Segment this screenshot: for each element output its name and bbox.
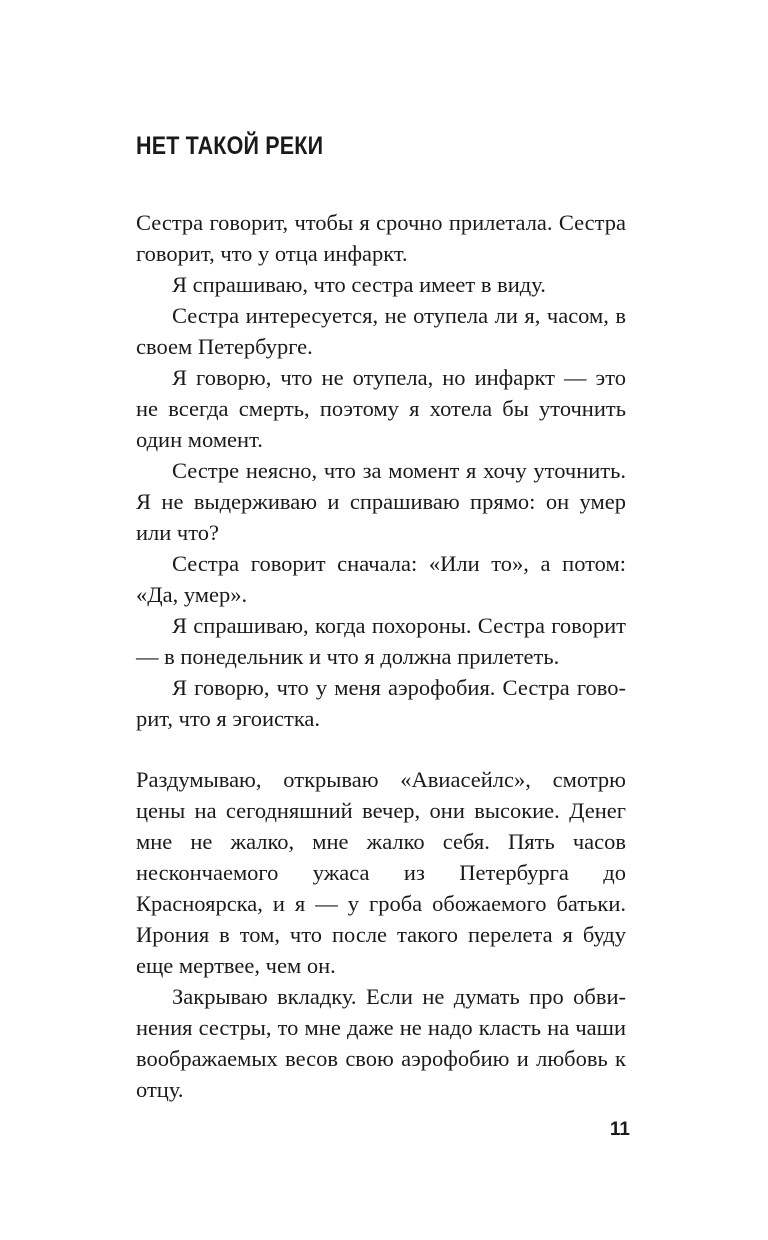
page-number: 11 xyxy=(609,1119,630,1140)
paragraph: Я говорю, что не отупела, но инфаркт — это не всегда смерть, поэтому я хотела бы уточнить один момент. xyxy=(136,365,626,452)
paragraph: Закрываю вкладку. Если не думать про обвинения сестры, то мне даже не надо класть на чаши воображаемых весов свою аэрофобию и любовь к отцу. xyxy=(136,984,626,1102)
text-section-1 xyxy=(136,207,626,734)
paragraph: Я спрашиваю, что сестра имеет в виду. xyxy=(172,272,546,297)
book-page xyxy=(136,128,626,1105)
paragraph: Сестре неясно, что за момент я хочу уточнить. Я не выдерживаю и спрашиваю прямо: он умер или что? xyxy=(136,458,626,545)
paragraph: Сестра говорит, чтобы я срочно прилетала. Сестра говорит, что у отца инфаркт. xyxy=(136,210,626,266)
paragraph: Я спрашиваю, когда похороны. Сестра говорит — в понедельник и что я должна прилететь. xyxy=(136,613,626,669)
paragraph: Я говорю, что у меня аэрофобия. Сестра говорит, что я эгоистка. xyxy=(136,675,626,731)
paragraph: Сестра интересуется, не отупела ли я, часом, в своем Петербурге. xyxy=(136,303,626,359)
paragraph: Сестра говорит сначала: «Или то», а потом: «Да, умер». xyxy=(136,551,626,607)
text-section-2 xyxy=(136,764,626,1105)
chapter-title: НЕТ ТАКОЙ РЕКИ xyxy=(136,132,324,160)
paragraph: Раздумываю, открываю «Авиасейлс», смотрю цены на сегодняшний вечер, они высокие. Денег мне не жалко, мне жалко себя. Пять часов нескончаемого ужаса из Петербурга до Красноярска, и я — у гроба обожаемого батьки. Ирония в том, что после такого перелета я буду еще мертвее, чем он. xyxy=(136,767,626,978)
